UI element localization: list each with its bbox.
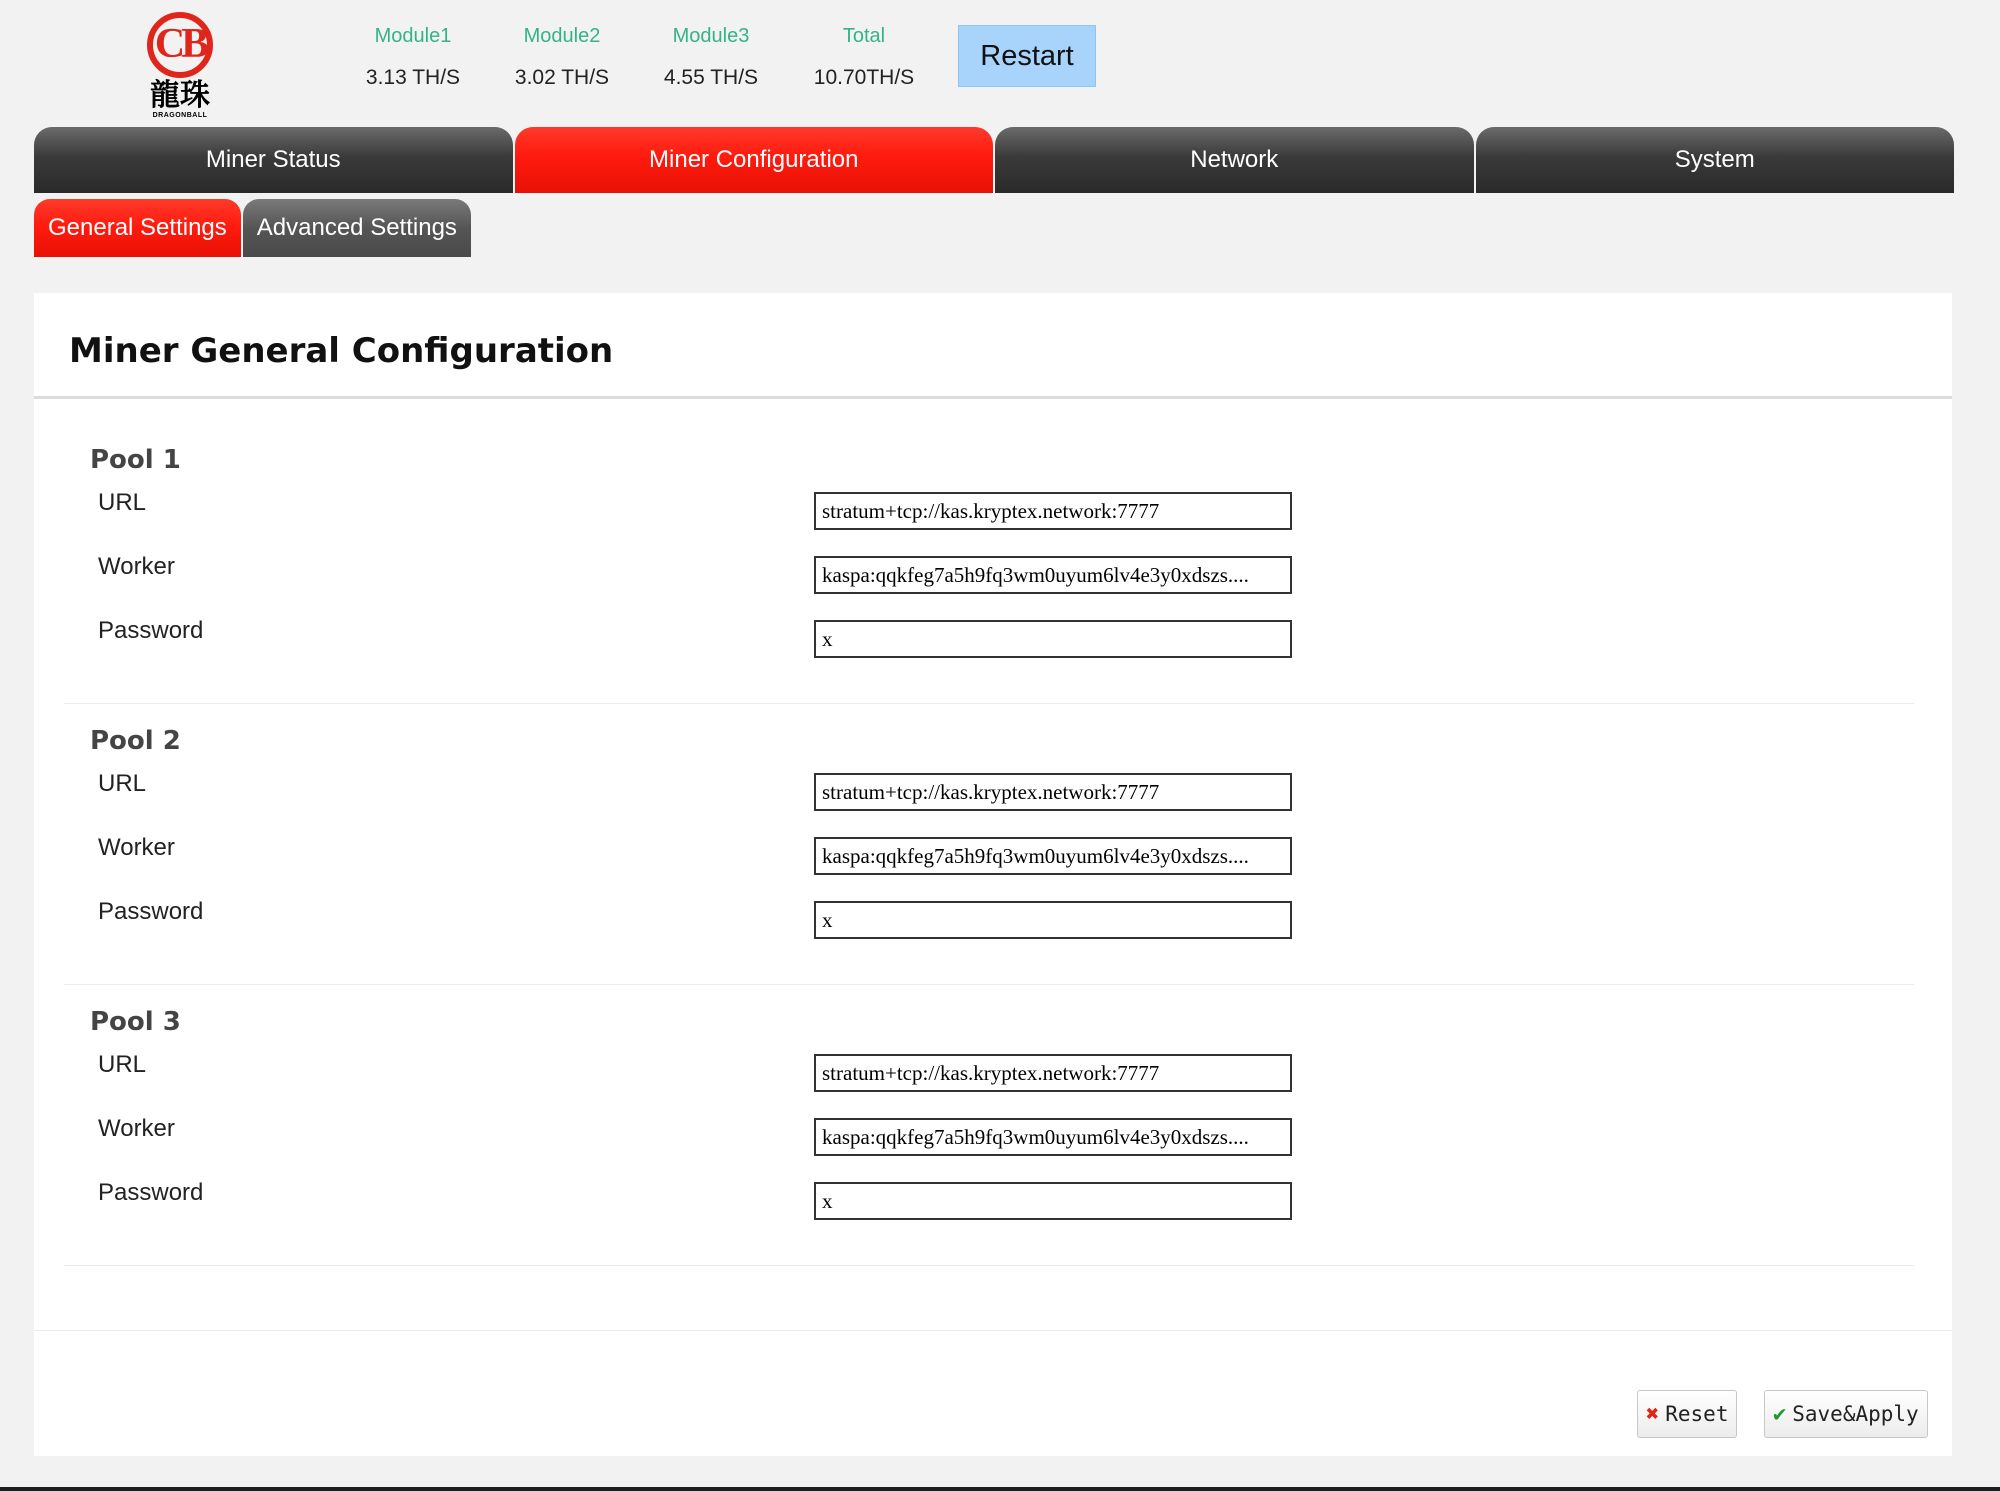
worker-label: Worker bbox=[98, 553, 175, 580]
pool-title: Pool 3 bbox=[90, 1007, 181, 1037]
pool-divider bbox=[64, 984, 1914, 985]
brand-logo bbox=[140, 12, 220, 120]
reset-button[interactable] bbox=[1637, 1390, 1737, 1438]
module-2-hashrate bbox=[492, 22, 632, 92]
restart-button[interactable]: Restart bbox=[958, 25, 1096, 87]
tab-miner-status[interactable]: Miner Status bbox=[34, 127, 513, 193]
password-label: Password bbox=[98, 898, 204, 925]
tab-system[interactable]: System bbox=[1476, 127, 1955, 193]
pool-1-worker-input[interactable]: kaspa:qqkfeg7a5h9fq3wm0uyum6lv4e3y0xdszs.... bbox=[814, 556, 1292, 594]
pool-3-section bbox=[34, 1007, 1952, 1289]
logo-mark: CB bbox=[147, 12, 213, 78]
password-label: Password bbox=[98, 1179, 204, 1206]
module-name: Module2 bbox=[523, 25, 601, 47]
check-icon: ✔ bbox=[1773, 1402, 1787, 1427]
pool-title: Pool 1 bbox=[90, 445, 181, 475]
tab-network[interactable]: Network bbox=[995, 127, 1474, 193]
bottom-bar bbox=[0, 1487, 2000, 1491]
pool-1-password-input[interactable]: x bbox=[814, 620, 1292, 658]
title-divider bbox=[34, 396, 1952, 399]
module-value: 3.13 TH/S bbox=[365, 66, 461, 89]
pool-1-section bbox=[34, 445, 1952, 727]
main-tab-bar bbox=[34, 127, 1954, 193]
pool-2-section bbox=[34, 726, 1952, 1008]
total-hashrate bbox=[794, 22, 934, 92]
module-1-hashrate bbox=[343, 22, 483, 92]
pool-divider bbox=[64, 703, 1914, 704]
tab-general-settings[interactable]: General Settings bbox=[34, 199, 241, 257]
pool-3-url-input[interactable]: stratum+tcp://kas.kryptex.network:7777 bbox=[814, 1054, 1292, 1092]
worker-label: Worker bbox=[98, 834, 175, 861]
module-name: Total bbox=[842, 25, 886, 47]
password-label: Password bbox=[98, 617, 204, 644]
module-3-hashrate bbox=[641, 22, 781, 92]
worker-label: Worker bbox=[98, 1115, 175, 1142]
module-value: 4.55 TH/S bbox=[663, 66, 759, 89]
module-value: 3.02 TH/S bbox=[514, 66, 610, 89]
pool-1-url-input[interactable]: stratum+tcp://kas.kryptex.network:7777 bbox=[814, 492, 1292, 530]
logo-subtext: DRAGONBALL bbox=[152, 112, 208, 119]
tab-miner-configuration[interactable]: Miner Configuration bbox=[515, 127, 994, 193]
pool-title: Pool 2 bbox=[90, 726, 181, 756]
reset-label: Reset bbox=[1665, 1402, 1729, 1426]
url-label: URL bbox=[98, 770, 147, 797]
close-icon: ✖ bbox=[1646, 1402, 1660, 1427]
footer-divider bbox=[34, 1330, 1952, 1331]
page-title: Miner General Configuration bbox=[69, 331, 614, 371]
logo-chinese-text: 龍珠 bbox=[150, 78, 210, 113]
module-name: Module3 bbox=[672, 25, 750, 47]
pool-divider bbox=[64, 1265, 1914, 1266]
pool-2-password-input[interactable]: x bbox=[814, 901, 1292, 939]
pool-3-password-input[interactable]: x bbox=[814, 1182, 1292, 1220]
tab-advanced-settings[interactable]: Advanced Settings bbox=[243, 199, 471, 257]
module-name: Module1 bbox=[374, 25, 452, 47]
config-panel bbox=[34, 293, 1952, 1456]
save-apply-button[interactable] bbox=[1764, 1390, 1928, 1438]
url-label: URL bbox=[98, 489, 147, 516]
pool-2-worker-input[interactable]: kaspa:qqkfeg7a5h9fq3wm0uyum6lv4e3y0xdszs.... bbox=[814, 837, 1292, 875]
pool-2-url-input[interactable]: stratum+tcp://kas.kryptex.network:7777 bbox=[814, 773, 1292, 811]
save-label: Save&Apply bbox=[1792, 1402, 1919, 1426]
module-value: 10.70TH/S bbox=[813, 66, 915, 89]
pool-3-worker-input[interactable]: kaspa:qqkfeg7a5h9fq3wm0uyum6lv4e3y0xdszs.... bbox=[814, 1118, 1292, 1156]
sub-tab-bar bbox=[34, 199, 473, 257]
url-label: URL bbox=[98, 1051, 147, 1078]
